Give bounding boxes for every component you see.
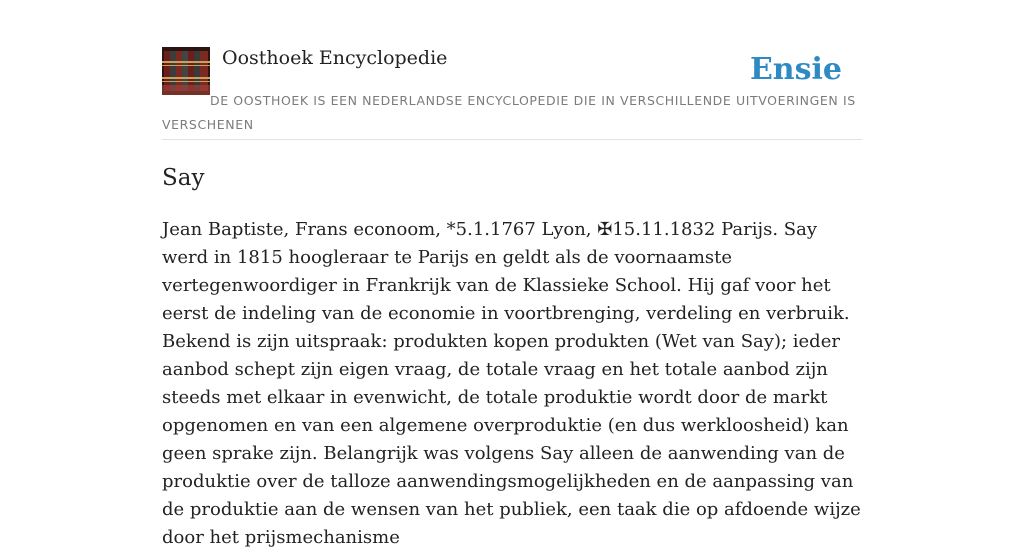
site-tagline: DE OOSTHOEK IS EEN NEDERLANDSE ENCYCLOPEDIE DIE IN VERSCHILLENDE UITVOERINGEN IS VERSCHENEN <box>162 93 856 132</box>
site-name[interactable]: Oosthoek Encyclopedie <box>222 47 448 69</box>
site-header <box>162 0 862 140</box>
page <box>162 0 862 548</box>
brand-logo[interactable]: Ensie <box>749 52 842 87</box>
books-icon[interactable] <box>162 47 210 95</box>
article-title: Say <box>162 165 205 191</box>
article-body: Jean Baptiste, Frans econoom, *5.1.1767 Lyon, ✠15.11.1832 Parijs. Say werd in 1815 hoogleraar te Parijs en geldt als de voornaamste vertegenwoordiger in Frankrijk van de Klassieke School. Hij gaf voor het eerst de indeling van de economie in voortbrenging, verdeling en verbruik. Bekend is zijn uitspraak: produkten kopen produkten (Wet van Say); ieder aanbod schept zijn eigen vraag, de totale vraag en het totale aanbod zijn steeds met elkaar in evenwicht, de totale produktie wordt door de markt opgenomen en van een algemene overproduktie (en dus werkloosheid) kan geen sprake zijn. Belangrijk was volgens Say alleen de aanwending van de produktie over de talloze aanwendingsmogelijkheden en de aanpassing van de produktie aan de wensen van het publiek, een taak die op afdoende wijze door het prijsmechanisme <box>162 219 861 548</box>
